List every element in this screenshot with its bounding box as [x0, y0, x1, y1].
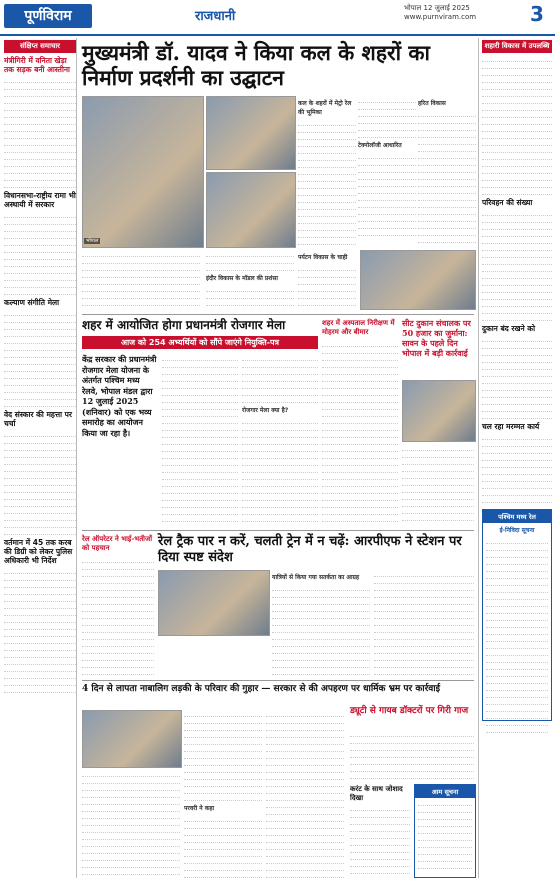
story-column: [266, 710, 344, 878]
brief-headline: चल रहा मरम्मत कार्य: [482, 422, 540, 431]
lead-body-column: [298, 250, 356, 310]
rail-kicker: रेल ऑपरेटर ने भाई-भतीजों को पहचान: [82, 534, 153, 552]
news-photo: [402, 380, 476, 442]
story-column: [350, 804, 410, 878]
right-news-column: [478, 38, 552, 878]
story-column: [402, 444, 474, 526]
story-column: [272, 570, 370, 676]
shop-fine-headline: सीट दुकान संचालक पर 50 हजार का जुर्माना: सावन के पहले दिन भोपाल में बड़ी कार्रवाई: [402, 318, 471, 358]
job-fair-lead: केंद्र सरकार की प्रधानमंत्री रोजगार मेला योजना के अंतर्गत पश्चिम मध्य रेलवे, भोपाल मंडल द्वारा 12 जुलाई 2025 (शनिवार) को एक भव्य समारोह का आयोजन किया जा रहा है।: [82, 354, 157, 438]
brief-headline: दुकान बंद रखने को: [482, 324, 536, 333]
left-news-column: [4, 38, 77, 878]
brief-headline: वेद संस्कार की महत्ता पर चर्चा: [4, 410, 72, 428]
subhead: परवरी ने कहा: [184, 805, 215, 812]
subhead: हरित विकास: [418, 100, 446, 107]
subhead: पर्यटन विकास के चाही: [298, 254, 348, 261]
job-fair-subhead: आज को 254 अभ्यर्थियों को सौंपे जाएंगे नियुक्ति-पत्र: [82, 336, 318, 349]
section-tag: शहारी विकास में उपलब्धि: [482, 40, 552, 53]
lead-body-column: [82, 250, 200, 310]
brief-news-tag: संक्षिप्त समाचार: [4, 40, 76, 53]
lead-body-column: [358, 96, 416, 246]
doctors-headline: ड्यूटी से गायब डॉक्टरों पर गिरी गाज: [350, 706, 469, 716]
story-column: [82, 556, 154, 676]
ad-subtitle: ई-निविदा सूचना: [499, 527, 535, 534]
hospital-headline: शहर में अस्पताल निरीक्षण में मोहरम और बीमार: [322, 318, 395, 336]
story-column: [242, 354, 318, 526]
subhead: टेक्नोलॉजी आधारित: [358, 142, 402, 149]
story-column: [374, 570, 474, 676]
lead-photo: [206, 96, 296, 170]
newspaper-logo: पूर्णविराम: [4, 4, 92, 28]
lead-body-column: [298, 96, 356, 246]
website: www.purnviram.com: [404, 13, 477, 21]
ad-title: पश्चिम मध्य रेल: [483, 510, 551, 523]
story-column: [322, 340, 398, 526]
dateline: [404, 4, 476, 22]
lead-body-column: [206, 250, 294, 310]
lead-photo: [206, 172, 296, 248]
missing-girl-headline: 4 दिन से लापता नाबालिग लड़की के परिवार की गुहार — सरकार से की अपहरण पर धार्मिक भ्रम पर कार्रवाई: [82, 684, 441, 694]
news-photo: [360, 250, 476, 310]
subhead: यात्रियों से किया गया सतर्कता का आग्रह: [272, 574, 360, 581]
rail-headline: रेल ट्रैक पार न करें, चलती ट्रेन में न चढ़ें: आरपीएफ ने स्टेशन पर दिया स्पष्ट संदेश: [158, 534, 462, 565]
story-column: [162, 354, 238, 526]
story-column: [82, 770, 180, 878]
subhead: इंदौर विकास के मॉडल की प्रशंसा: [206, 275, 278, 282]
public-notice-title: आम सूचना: [415, 785, 475, 798]
lead-headline: मुख्यमंत्री डॉ. यादव ने किया कल के शहरों का निर्माण प्रदर्शनी का उद्घाटन: [82, 40, 430, 90]
brief-headline: परिवहन की संख्या: [482, 198, 533, 207]
public-notice-box: [414, 784, 476, 878]
news-photo: [158, 570, 270, 636]
brief-headline: विधानसभा-राष्ट्रीय रामा भी अस्थायी में सरकार: [4, 191, 76, 209]
brief-headline: कल्याण संगीति मेला: [4, 298, 60, 307]
subhead: कल के शहरों में मेट्रो रेल की भूमिका: [298, 100, 352, 116]
page-number: 3: [530, 2, 544, 26]
fire-headline: करंट के साथ जोशाद दिखा: [350, 784, 403, 802]
job-fair-headline: शहर में आयोजित होगा प्रधानमंत्री रोजगार मेला: [82, 318, 286, 332]
lead-body-column: [418, 96, 476, 246]
masthead: [0, 0, 555, 36]
news-photo: [82, 710, 182, 768]
story-column: [184, 710, 262, 878]
photo-caption: भोपाल: [86, 238, 99, 244]
tender-ad: [482, 509, 552, 721]
brief-headline: वर्तमान में 45 तक करब की डिग्री को लेकर पुलिस अधिकारी भी निर्देश: [4, 538, 73, 565]
subhead: रोजगार मेला क्या है?: [242, 407, 289, 414]
brief-headline: मंत्रीगिरी में वनिता खेड़ा तक सड़क बनी आस्तीना: [4, 56, 71, 74]
lead-photo: [82, 96, 204, 248]
date: भोपाल 12 जुलाई 2025: [404, 4, 470, 12]
story-column: [350, 730, 474, 780]
section-title: राजधानी: [195, 9, 236, 24]
